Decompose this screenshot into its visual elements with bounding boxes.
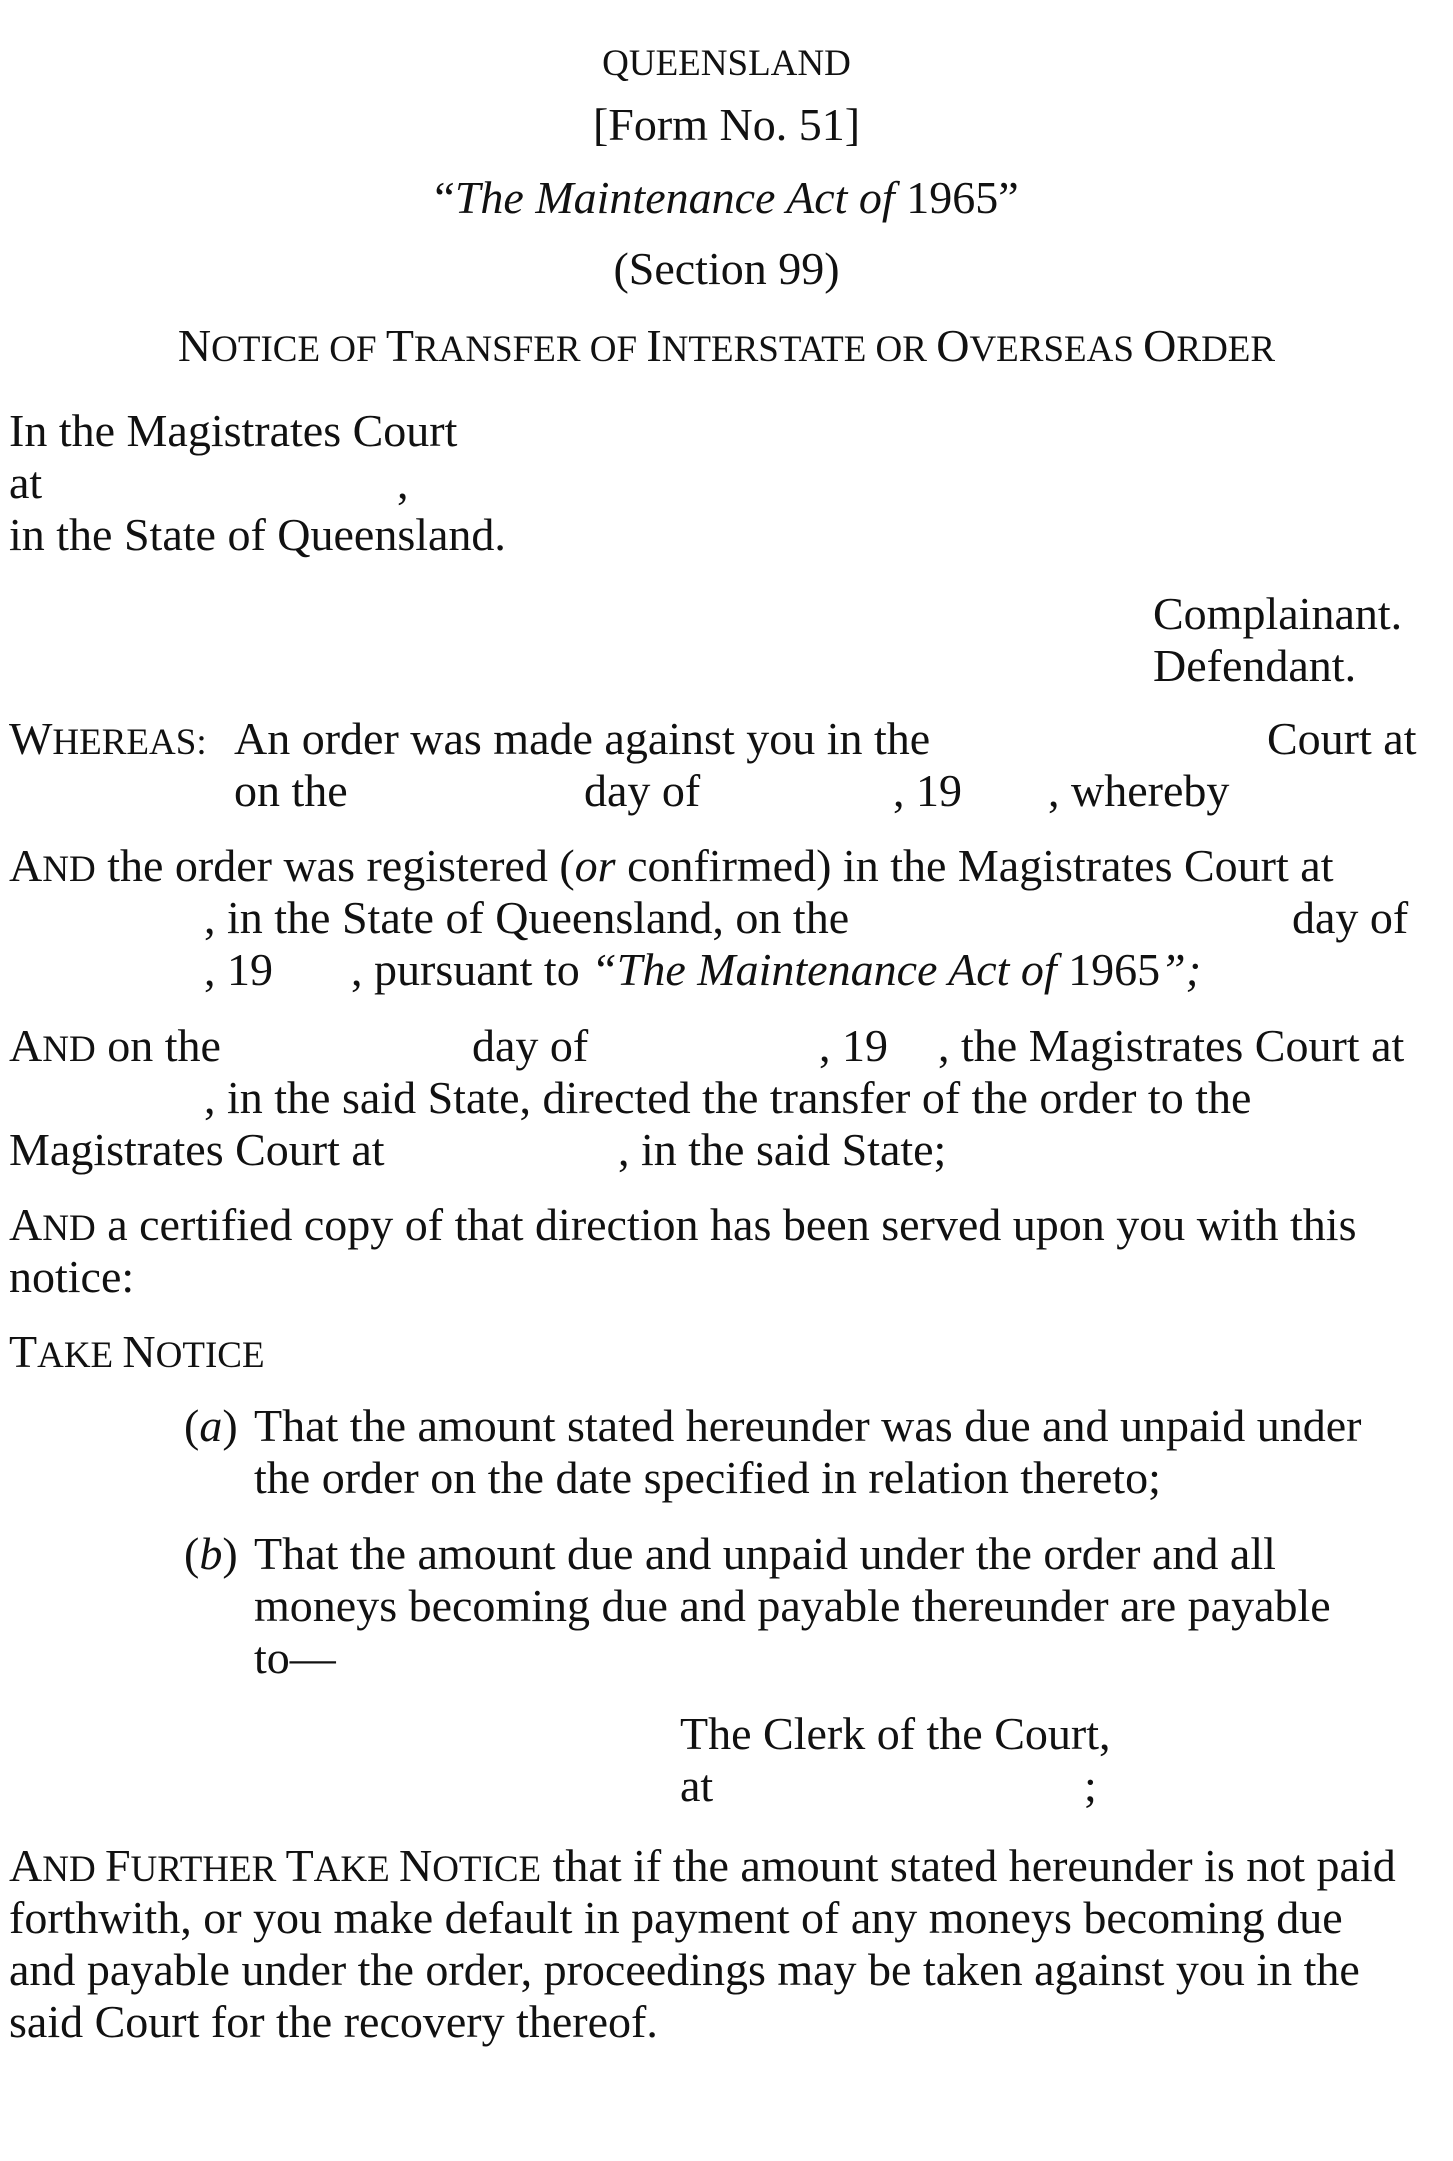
defendant-label: Defendant. xyxy=(1153,640,1357,691)
item-b-line-3: to— xyxy=(254,1632,336,1683)
transfer-line-3b: , in the said State; xyxy=(618,1124,947,1175)
whereas-text-2b: day of xyxy=(584,765,701,816)
whereas-text-1b: Court at xyxy=(1267,713,1417,764)
section-reference: (Section 99) xyxy=(613,243,840,294)
registered-line-3b: , pursuant to “The Maintenance Act of 1965”; xyxy=(351,944,1202,995)
further-notice-line-2: forthwith, or you make default in payment of any moneys becoming due xyxy=(9,1892,1343,1943)
item-a-marker: (a) xyxy=(184,1400,238,1451)
whereas-text-2d: , whereby xyxy=(1048,765,1230,816)
clerk-semicolon: ; xyxy=(1084,1760,1097,1811)
take-notice-heading: TAKE NOTICE xyxy=(9,1326,265,1377)
transfer-line-2: , in the said State, directed the transfer of the order to the xyxy=(204,1072,1252,1123)
transfer-line-1d: , the Magistrates Court at xyxy=(938,1020,1405,1071)
item-b-line-1: That the amount due and unpaid under the order and all xyxy=(254,1528,1276,1579)
item-b-line-2: moneys becoming due and payable thereunder are payable xyxy=(254,1580,1331,1631)
complainant-label: Complainant. xyxy=(1153,588,1403,639)
further-notice-line-3: and payable under the order, proceedings may be taken against you in the xyxy=(9,1944,1360,1995)
whereas-text-2c: , 19 xyxy=(893,765,962,816)
registered-line-2b: day of xyxy=(1292,892,1409,943)
registered-line-3a: , 19 xyxy=(204,944,273,995)
notice-title: NOTICE OF TRANSFER OF INTERSTATE OR OVERSEAS ORDER xyxy=(177,320,1276,371)
whereas-text-1a: An order was made against you in the xyxy=(234,713,931,764)
item-a-line-1: That the amount stated hereunder was due and unpaid under xyxy=(254,1400,1362,1451)
registered-line-1: AND the order was registered (or confirmed) in the Magistrates Court at xyxy=(9,840,1334,891)
registered-line-2a: , in the State of Queensland, on the xyxy=(204,892,850,943)
item-a-line-2: the order on the date specified in relation thereto; xyxy=(254,1452,1161,1503)
form-number: [Form No. 51] xyxy=(592,99,861,150)
court-line-3: in the State of Queensland. xyxy=(9,509,506,560)
further-notice-line-4: said Court for the recovery thereof. xyxy=(9,1996,658,2047)
jurisdiction-heading: QUEENSLAND xyxy=(602,43,851,84)
served-line-1: AND a certified copy of that direction has been served upon you with this xyxy=(9,1199,1357,1250)
act-title: “The Maintenance Act of 1965” xyxy=(434,172,1019,223)
served-line-2: notice: xyxy=(9,1251,135,1302)
court-line-2: at xyxy=(9,457,43,508)
transfer-line-1a: AND on the xyxy=(9,1020,221,1071)
whereas-text-2a: on the xyxy=(234,765,348,816)
further-notice-line-1: AND FURTHER TAKE NOTICE that if the amount stated hereunder is not paid xyxy=(9,1840,1396,1891)
court-line-2-comma: , xyxy=(397,457,409,508)
transfer-line-1c: , 19 xyxy=(819,1020,888,1071)
transfer-line-3a: Magistrates Court at xyxy=(9,1124,385,1175)
item-b-marker: (b) xyxy=(184,1528,238,1579)
transfer-line-1b: day of xyxy=(472,1020,589,1071)
clerk-at: at xyxy=(680,1760,714,1811)
court-line-1: In the Magistrates Court xyxy=(9,405,458,456)
clerk-line-1: The Clerk of the Court, xyxy=(680,1708,1111,1759)
whereas-label: WHEREAS: xyxy=(9,713,207,764)
